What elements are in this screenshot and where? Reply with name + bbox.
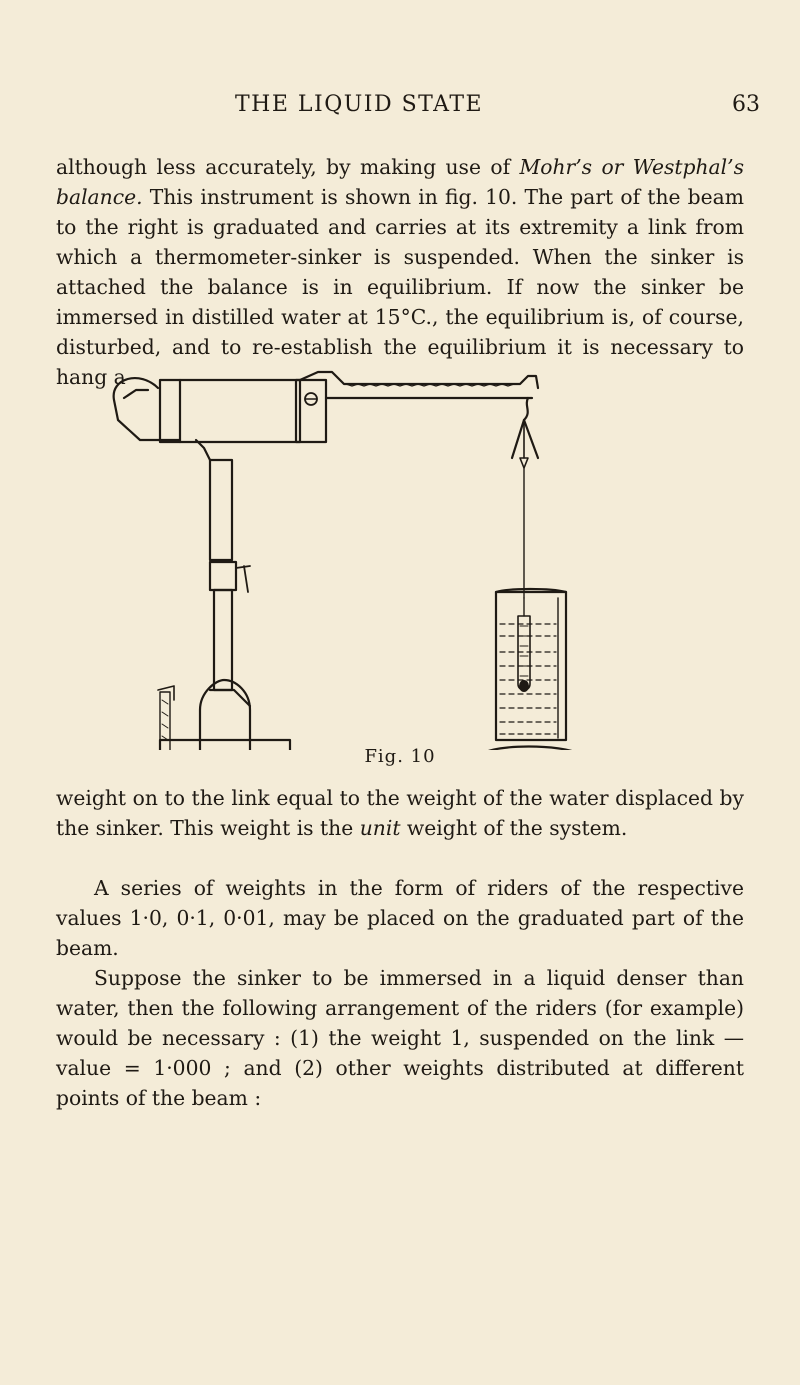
counterweight-hook <box>114 378 180 440</box>
paragraph-denser-liquid: Suppose the sinker to be immersed in a liquid denser than water, then the following arrangement of the riders (for example) would be necessary : (1) the weight 1, suspended on the link — value = 1·000 ; and (2) other weights distributed at different points of the beam : <box>56 966 744 1110</box>
counterweight-hook-inner <box>124 390 148 398</box>
column-upper <box>210 460 232 560</box>
italic-term: Mohr’s or Westphal’s balance. <box>56 155 744 209</box>
column-collar <box>210 562 236 590</box>
liquid-level-lines <box>500 624 556 734</box>
graduated-beam <box>300 372 538 388</box>
paragraph-riders: A series of weights in the form of riders of the respective values 1·0, 0·1, 0·01, may be placed on the graduated part of the beam. <box>56 876 744 960</box>
sinker-bulb <box>519 680 529 692</box>
paragraph-text: weight on to the link equal to the weight of the water displaced by the sinker. This weight is the <box>56 786 744 840</box>
balance-illustration <box>100 340 660 750</box>
running-head <box>0 92 800 122</box>
sinker-scale <box>520 626 528 676</box>
thermometer-sinker <box>518 616 530 690</box>
figure-westphal-balance <box>100 340 660 750</box>
link-hook <box>524 398 528 420</box>
suspension-stirrup <box>512 420 538 458</box>
column-lower <box>214 590 232 690</box>
paragraph-text: weight of the system. <box>400 816 628 840</box>
page-number: 63 <box>732 92 760 117</box>
italic-term: unit <box>359 816 401 840</box>
figure-caption: Fig. 10 <box>364 746 436 767</box>
paragraph-unit-weight <box>56 783 744 843</box>
levelling-screw-post <box>160 692 170 750</box>
paragraph-text: although less accurately, by making use of <box>56 155 520 179</box>
paragraph-text: This instrument is shown in fig. 10. The part of the beam to the right is graduated and carries at its extremity a link from which a thermometer-sinker is suspended. When the sinker is attached the balance is in equilibrium. If now the sinker be immersed in distilled water at 15°C., the equilibrium is, of course, disturbed, and to re-establish the equilibrium it is necessary to hang a <box>56 185 744 389</box>
running-title: THE LIQUID STATE <box>235 92 484 117</box>
